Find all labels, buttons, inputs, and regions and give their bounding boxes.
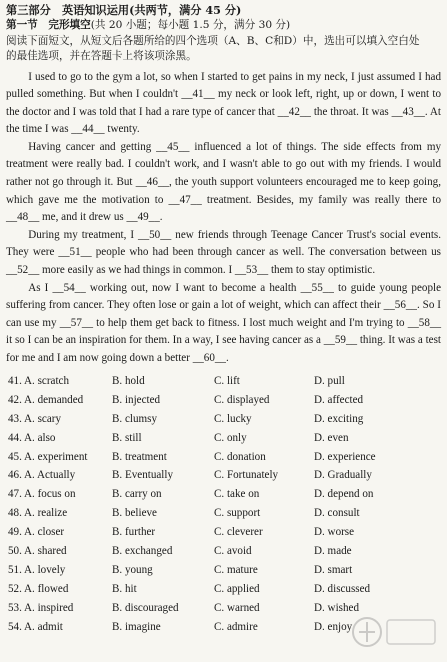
option-b-text: B. discouraged [112,601,179,614]
question-row-47 [6,485,441,504]
option-b-text: B. young [112,563,153,576]
option-a: 48. A. realize [8,507,68,520]
option-a-text: A. shared [24,545,67,558]
option-c-text: C. admire [214,620,258,633]
question-number: 49 [8,526,20,539]
question-number: 41 [8,375,20,388]
option-c-text: C. donation [214,450,266,463]
option-a-text: A. experiment [24,450,88,463]
option-d [314,469,414,481]
question-number: 51 [8,563,20,576]
option-a-text: A. Actually [24,469,76,482]
question-row-46 [6,466,441,485]
question-number: 45 [8,450,20,463]
option-c-text: C. warned [214,601,260,614]
option-a: 44. A. also [8,431,56,444]
option-d-text: D. affected [314,393,364,406]
option-b [112,564,214,576]
option-c [214,451,314,463]
option-c [214,621,314,633]
option-d-text: D. experience [314,450,376,463]
option-d [314,394,414,406]
option-b-text: B. imagine [112,620,161,633]
answer-options-table [6,372,441,636]
option-d-text: D. exciting [314,412,364,425]
option-a-text: A. lovely [24,563,66,576]
option-d-text: D. made [314,545,352,558]
question-number: 52 [8,582,20,595]
option-a-text: A. focus on [24,488,76,501]
question-row-45 [6,447,441,466]
option-c-text: C. cleverer [214,526,263,539]
option-c-text: C. take on [214,488,260,501]
option-a-text: A. also [24,431,56,444]
option-c [214,413,314,425]
option-b [112,621,214,633]
option-d-text: D. wished [314,601,359,614]
option-a-text: A. admit [24,620,63,633]
option-a-text: A. inspired [24,601,74,614]
option-b [112,432,214,444]
option-b-text: B. believe [112,507,157,520]
option-c [214,432,314,444]
option-c-text: C. mature [214,563,258,576]
question-number: 47 [8,488,20,501]
option-c-text: C. applied [214,582,260,595]
option-c [214,488,314,500]
option-a: 46. A. Actually [8,469,76,482]
option-c [214,545,314,557]
option-a-text: A. realize [24,507,68,520]
cloze-passage [6,69,441,368]
option-b-text: B. hit [112,582,137,595]
instructions-line-2: 的最佳选项，并在答题卡上将该项涂黑。 [6,50,197,62]
option-c [214,394,314,406]
watermark-logo-icon [349,610,441,656]
option-b [112,583,214,595]
option-d [314,375,414,387]
option-a-text: A. scratch [24,375,70,388]
option-b-text: B. still [112,431,142,444]
option-c [214,564,314,576]
question-row-44 [6,428,441,447]
option-d-text: D. discussed [314,582,371,595]
option-b [112,545,214,557]
option-c-text: C. only [214,431,247,444]
option-c-text: C. support [214,507,261,520]
question-number: 48 [8,507,20,520]
subsection-scoring: (共 20 小题；每小题 1.5 分，满分 30 分) [90,19,291,31]
question-number: 50 [8,545,20,558]
option-d [314,526,414,538]
option-b [112,375,214,387]
passage-paragraph-2: Having cancer and getting __45__ influenced a lot of things. The side effects from my treatment were really bad. I couldn't work, and I wasn't able to go out with my friends. I would rather not go through it. But __46__, the youth support volunteers encouraged me to keep going, which gave me the motivation to __47__ treatment. Besides, my family was really there to __48__ me, and it drew us __49__. [6,140,441,224]
option-b [112,469,214,481]
option-a: 50. A. shared [8,545,67,558]
option-c-text: C. lift [214,375,240,388]
question-number: 53 [8,601,20,614]
option-d [314,413,414,425]
instructions-line-1: 阅读下面短文，从短文后各题所给的四个选项（A、B、C和D）中，选出可以填入空白处 [6,34,420,47]
option-b-text: B. carry on [112,488,162,501]
option-c [214,507,314,519]
option-d-text: D. pull [314,375,345,388]
option-a: 42. A. demanded [8,393,84,406]
option-a-text: A. demanded [24,393,84,406]
passage-paragraph-1: I used to go to the gym a lot, so when I started to get pains in my neck, I just assumed I had pulled something. But when I couldn't __41__ my neck or look left, right, up or down, I went to the doctor and I was told that I had a rare type of cancer that __42__ the throat. It was __43__. At the time I was __44__ twenty. [6,70,441,136]
subsection-heading [6,18,441,34]
option-c [214,602,314,614]
question-row-51 [6,561,441,580]
option-a: 47. A. focus on [8,488,76,501]
passage-paragraph-4: As I __54__ working out, now I want to become a health __55__ to guide young people suffering from cancer. They often lose or gain a lot of weight, which can affect their __56__. So I can use my __57__ to help them get back to fitness. I lost much weight and I'm trying to __58__ it so I can be an inspiration for them. In a way, I see having cancer as a __59__ thing. It was a test for me and I am now going down a better __60__. [6,281,441,364]
option-b-text: B. clumsy [112,412,157,425]
question-row-43 [6,409,441,428]
option-a: 49. A. closer [8,526,65,539]
question-number: 54 [8,620,20,633]
option-d-text: D. even [314,431,349,444]
option-b [112,394,214,406]
option-c [214,375,314,387]
option-a-text: A. flowed [24,582,69,595]
option-a: 45. A. experiment [8,450,88,463]
option-d [314,545,414,557]
option-d-text: D. worse [314,526,355,539]
option-a: 53. A. inspired [8,601,74,614]
option-b-text: B. exchanged [112,545,173,558]
option-d [314,451,414,463]
option-d [314,583,414,595]
question-row-50 [6,542,441,561]
option-d [314,507,414,519]
option-a-text: A. closer [24,526,65,539]
option-b-text: B. hold [112,375,145,388]
option-c-text: C. Fortunately [214,469,279,482]
option-c [214,469,314,481]
question-number: 46 [8,469,20,482]
option-c [214,526,314,538]
question-row-41 [6,372,441,391]
subsection-label: 第一节 完形填空 [6,19,91,31]
option-a: 51. A. lovely [8,563,66,576]
question-row-52 [6,579,441,598]
option-c [214,583,314,595]
question-row-42 [6,390,441,409]
section-title: 第三部分 英语知识运用(共两节，满分 45 分) [6,3,242,17]
option-b [112,488,214,500]
option-a: 41. A. scratch [8,375,70,388]
question-row-49 [6,523,441,542]
option-b [112,602,214,614]
option-a: 43. A. scary [8,412,61,425]
option-b [112,507,214,519]
option-b [112,413,214,425]
option-b-text: B. Eventually [112,469,174,482]
option-c-text: C. lucky [214,412,252,425]
option-a: 54. A. admit [8,620,63,633]
question-number: 42 [8,393,20,406]
option-b-text: B. treatment [112,450,167,463]
option-d-text: D. depend on [314,488,374,501]
question-number: 44 [8,431,20,444]
option-d [314,564,414,576]
option-d-text: D. consult [314,507,360,520]
option-d [314,432,414,444]
option-d-text: D. smart [314,563,353,576]
option-b-text: B. further [112,526,156,539]
option-c-text: C. avoid [214,545,252,558]
option-b [112,451,214,463]
option-a: 52. A. flowed [8,582,69,595]
option-d-text: D. Gradually [314,469,372,482]
option-b [112,526,214,538]
option-d-text: D. enjoy [314,620,353,633]
option-c-text: C. displayed [214,393,270,406]
option-a-text: A. scary [24,412,61,425]
passage-paragraph-3: During my treatment, I __50__ new friends through Teenage Cancer Trust's social events. They were __51__ people who had been through cancer as well. The conversation between us __52__ more easily as we had things in common. I __53__ them to stay optimistic. [6,228,441,277]
option-b-text: B. injected [112,393,161,406]
question-number: 43 [8,412,20,425]
question-row-48 [6,504,441,523]
option-d [314,488,414,500]
